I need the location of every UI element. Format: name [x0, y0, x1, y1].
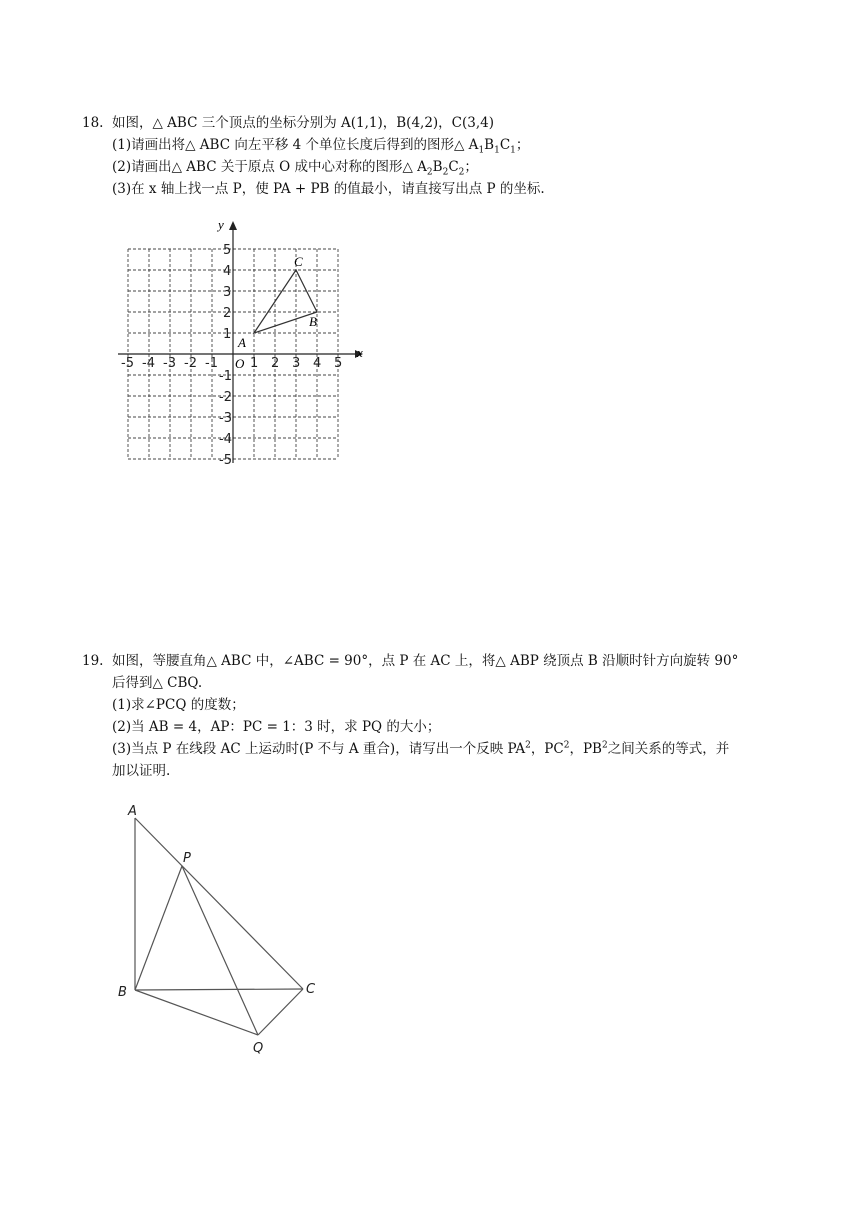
question-part-3 — [112, 738, 738, 760]
question-part-1 — [112, 134, 545, 156]
triangle-abc — [254, 270, 317, 333]
question-part-1: (1)求∠PCQ 的度数； — [112, 697, 245, 713]
y-tick-label: -3 — [219, 411, 232, 426]
point-label-c: C — [306, 982, 316, 997]
point-label-b: B — [309, 314, 317, 329]
letter: B — [484, 137, 495, 153]
subscript: 1 — [478, 145, 485, 156]
superscript: 2 — [525, 740, 531, 751]
y-tick-label: 4 — [223, 264, 232, 279]
subscript: 2 — [458, 167, 465, 178]
separator: ； — [515, 137, 530, 153]
point-label-p: P — [183, 851, 191, 866]
x-tick-label: 3 — [292, 356, 301, 371]
subscript: 1 — [494, 145, 500, 156]
x-tick-label: 1 — [250, 356, 259, 371]
point-label-c: C — [294, 254, 303, 269]
segment-bc — [135, 989, 303, 990]
question-stem: 如图，等腰直角△ ABC 中，∠ABC = 90°，点 P 在 AC 上，将△ ABP 绕顶点 B 沿顺时针方向旋转 90° — [112, 653, 739, 669]
subscript: 1 — [510, 145, 516, 156]
question-part-2 — [112, 156, 545, 178]
x-tick-label: -2 — [184, 356, 197, 371]
origin-label: O — [235, 356, 245, 371]
question-stem: 如图，△ ABC 三个顶点的坐标分别为 A(1,1)，B(4,2)，C(3,4) — [112, 115, 495, 131]
y-tick-label: 3 — [223, 285, 232, 300]
question-18 — [82, 112, 545, 200]
subscript: 2 — [426, 167, 433, 178]
x-axis-label: x — [357, 345, 363, 360]
part-text: ，PC — [530, 741, 564, 757]
segment-bp — [135, 866, 182, 990]
x-tick-label: -1 — [205, 356, 218, 371]
x-tick-label: 4 — [313, 356, 322, 371]
y-tick-label: -5 — [219, 453, 232, 465]
x-tick-label: 2 — [271, 356, 280, 371]
x-tick-label: -4 — [142, 356, 155, 371]
coordinate-grid-figure — [110, 215, 380, 465]
x-tick-label: -3 — [163, 356, 176, 371]
part-text: ，PB — [569, 741, 602, 757]
y-tick-label: 2 — [223, 306, 232, 321]
question-stem-continued: 后得到△ CBQ. — [112, 675, 203, 691]
question-part-2: (2)当 AB = 4，AP：PC = 1：3 时，求 PQ 的大小； — [112, 719, 441, 735]
letter: C — [499, 137, 511, 153]
y-tick-label: -1 — [219, 369, 232, 384]
y-tick-label: 1 — [223, 327, 232, 342]
segment-bq — [135, 990, 258, 1035]
y-axis-label: y — [218, 217, 224, 232]
y-tick-label: 5 — [223, 243, 232, 258]
point-label-a: A — [128, 804, 137, 819]
part-text: (2)请画出△ ABC 关于原点 O 成中心对称的图形△ A — [112, 159, 427, 175]
point-label-a: A — [238, 335, 246, 350]
segment-cq — [258, 989, 303, 1035]
point-label-q: Q — [253, 1041, 264, 1056]
part-text: (3)当点 P 在线段 AC 上运动时(P 不与 A 重合)，请写出一个反映 PA — [112, 741, 526, 757]
question-number: 19. — [82, 653, 104, 669]
superscript: 2 — [601, 740, 608, 751]
x-tick-label: 5 — [334, 356, 343, 371]
letter: B — [432, 159, 443, 175]
superscript: 2 — [563, 740, 570, 751]
point-label-b: B — [118, 985, 127, 1000]
segment-ac — [135, 818, 303, 989]
letter: C — [448, 159, 459, 175]
part-text: 之间关系的等式，并 — [607, 741, 730, 757]
y-tick-label: -2 — [219, 390, 232, 405]
x-tick-label: -5 — [121, 356, 134, 371]
part-text: (1)请画出将△ ABC 向左平移 4 个单位长度后得到的图形△ A — [112, 137, 479, 153]
triangle-figure — [110, 800, 340, 1060]
question-number: 18. — [82, 115, 104, 131]
y-tick-label: -4 — [219, 432, 232, 447]
question-part-3-continued: 加以证明. — [112, 763, 171, 779]
question-19 — [82, 650, 738, 782]
question-part-3: (3)在 x 轴上找一点 P，使 PA + PB 的值最小，请直接写出点 P 的坐标. — [112, 181, 545, 197]
segment-pq — [182, 866, 258, 1035]
subscript: 2 — [442, 167, 449, 178]
separator: ； — [464, 159, 478, 175]
